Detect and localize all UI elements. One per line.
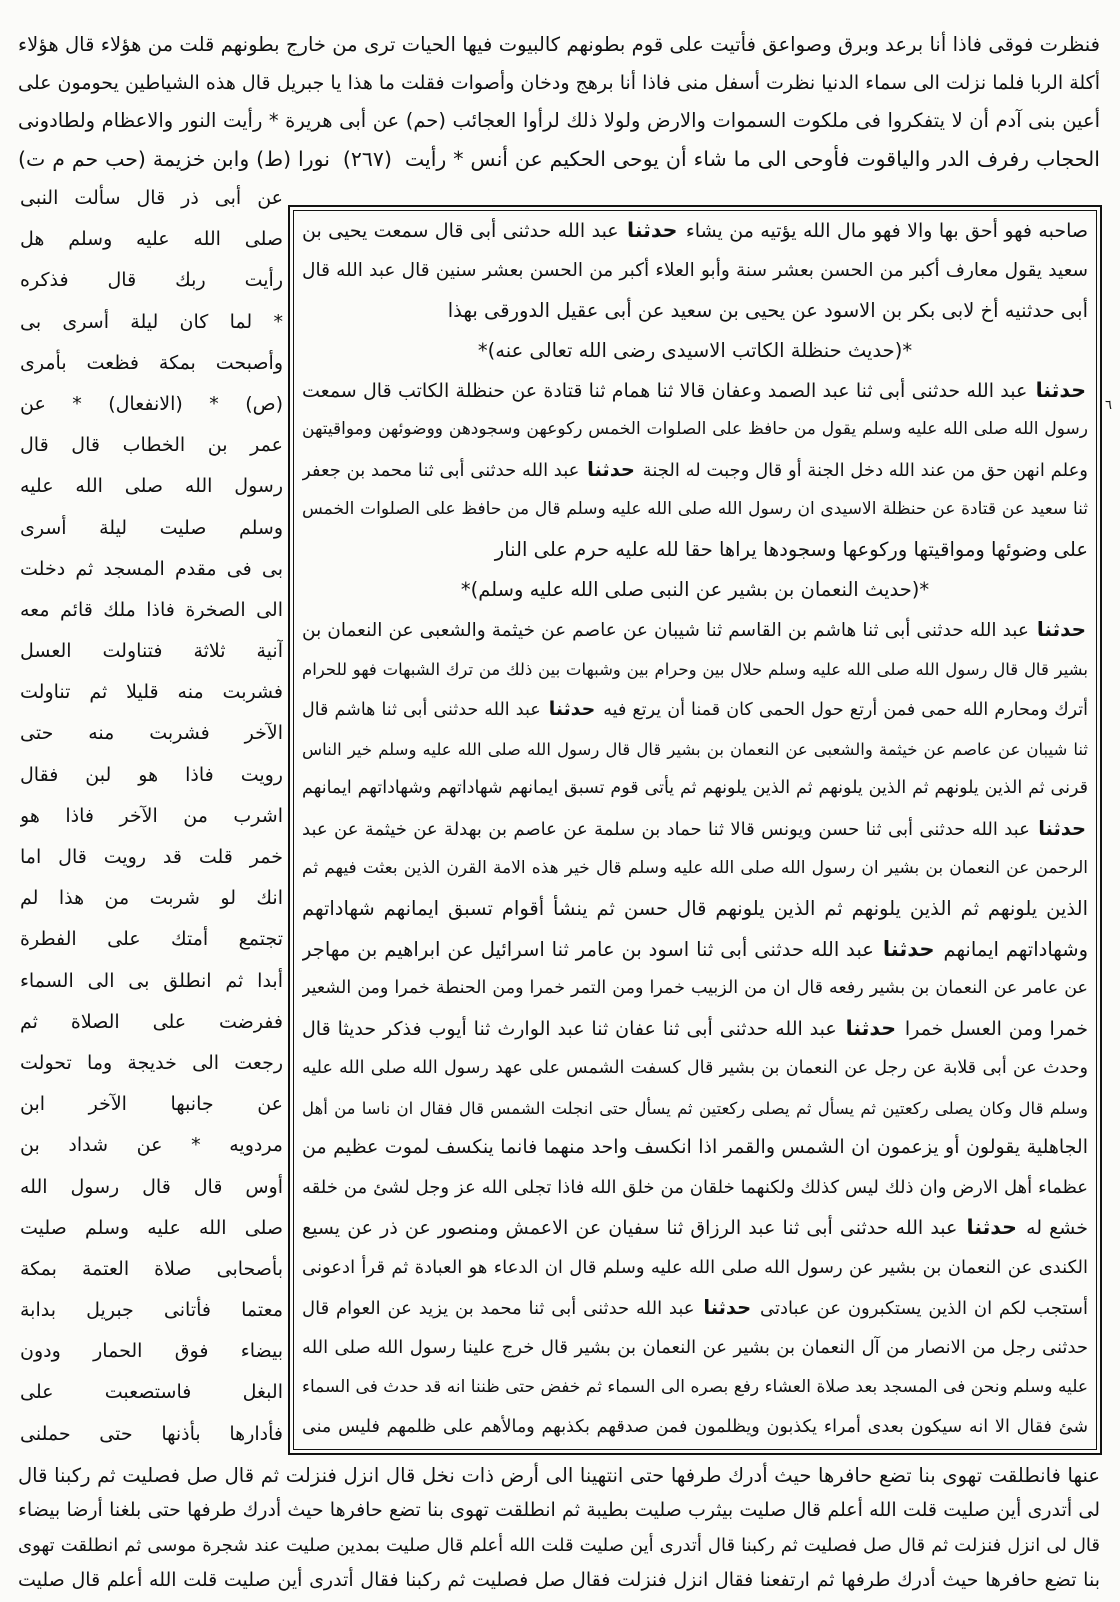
header-line: أعين بنى آدم أن لا يتفكروا فى ملكوت السموات والارض ولولا ذلك لرأوا العجائب (حم) عن أبى هريرة * رأيت النور والاعظام ولطادونى	[18, 109, 1100, 132]
footer-commentary-line: بنا تضع حافرها حيث أدرك طرفها ثم ارتفعنا فقال انزل فنزلت فقال صل فصليت ثم ركبنا فقال أتدرى أين صليت قلت الله أعلم قال صليت	[18, 1569, 1100, 1591]
main-text-box	[288, 205, 1102, 1455]
margin-commentary-line: رسول الله صلى الله عليه	[20, 475, 283, 498]
footer-commentary	[18, 1458, 1100, 1598]
margin-commentary-line: ففرضت على الصلاة ثم	[20, 1010, 283, 1033]
main-text-line: حدثنا عبد الله حدثنى أبى ثنا عبد الصمد وعفان قالا ثنا همام ثنا قتادة عن حنظلة الكاتب قال سمعت	[302, 377, 1086, 402]
margin-commentary-line: وسلم صليت ليلة أسرى	[20, 516, 283, 539]
main-text-line: حدثنا عبد الله حدثنى أبى ثنا هاشم بن القاسم ثنا شيبان عن عاصم عن خيثمة والشعبى عن النعمان بن	[302, 616, 1086, 641]
margin-commentary-line: عن أبى ذر قال سألت النبى	[20, 187, 283, 209]
margin-commentary-line: فشربت منه قليلا ثم تناولت	[20, 681, 283, 704]
main-text-line: أبى حدثنيه أخ لابى بكر بن الاسود عن يحيى بن سعيد عن أبى عقيل الدورقى بهذا	[447, 298, 1088, 322]
side-mark: ٦	[1105, 398, 1112, 413]
margin-commentary-line: الى الصخرة فاذا ملك قائم معه	[20, 598, 283, 621]
main-text-line: وعلم انهن حق من عند الله دخل الجنة أو قال وجبت له الجنة حدثنا عبد الله حدثنى أبى ثنا محمد بن جعفر	[302, 458, 1088, 482]
margin-commentary-line: عن جانبها الآخر ابن	[20, 1093, 283, 1116]
margin-commentary-line: اشرب من الآخر فاذا هو	[20, 804, 283, 827]
section-heading: *(حديث حنظلة الكاتب الاسيدى رضى الله تعالى عنه)*	[477, 338, 913, 362]
margin-commentary-line: انك لو شربت من هذا لم	[20, 887, 283, 910]
main-text-line: خمرا ومن العسل خمرا حدثنا عبد الله حدثنى أبى ثنا عفان ثنا عبد الوارث ثنا أيوب فذكر حديثا قال	[302, 1015, 1088, 1040]
margin-commentary-line: تجتمع أمتك على الفطرة	[20, 928, 283, 951]
margin-commentary-line: بيضاء فوق الحمار ودون	[20, 1340, 283, 1363]
footer-commentary-line: عنها فانطلقت تهوى بنا تضع حافرها حيث أدرك طرفها حتى انتهينا الى أرض ذات نخل قال انزل فنزلت ثم قال صل فصليت ثم ركبنا قال	[18, 1464, 1100, 1487]
haddathana-keyword: حدثنا	[845, 1015, 897, 1040]
margin-commentary-line: مردويه * عن شداد بن	[20, 1134, 283, 1157]
main-text-line: صاحبه فهو أحق بها والا فهو مال الله يؤتيه من يشاء حدثنا عبد الله حدثنى أبى قال سمعت يحيى بن	[302, 218, 1088, 242]
margin-commentary-line: الآخر فشربت منه حتى	[20, 722, 283, 745]
main-text-line: الكندى عن النعمان بن بشير عن رسول الله صلى الله عليه وسلم قال ان الدعاء هو العبادة ثم قرأ ادعونى	[302, 1257, 1088, 1279]
haddathana-keyword: حدثنا	[1036, 616, 1086, 641]
main-text-line: الجاهلية يقولون أو يزعمون ان الشمس والقمر اذا انكسف واحد منهما فانما ينكسف لموت عظيم من	[302, 1136, 1088, 1159]
haddathana-keyword: حدثنا	[627, 218, 678, 242]
footer-commentary-line: لى أتدرى أين صليت قلت الله أعلم قال صليت بيثرب صليت بطيبة ثم انطلقت تهوى بنا تضع حافرها حيث أدرك طرفها حتى بلغنا أرضا بيضاء	[18, 1499, 1100, 1521]
margin-commentary-column	[20, 178, 283, 1455]
main-text-line: عليه وسلم ونحن فى المسجد بعد صلاة العشاء رفع بصره الى السماء ثم خفض حتى ظننا انه قد حدث فى السماء	[302, 1376, 1088, 1397]
main-text-line: رسول الله صلى الله عليه وسلم يقول من حافظ على الصلوات الخمس ركوعهن وسجودهن ووضوئهن ومواقيتهن	[302, 419, 1088, 440]
margin-commentary-line: بأصحابى صلاة العتمة بمكة	[20, 1257, 283, 1280]
page-number: (٢٦٧)	[342, 147, 392, 171]
header-line-left-part: نورا (ط) وابن خزيمة (حب حم م ت)	[18, 147, 330, 171]
main-text-line: عن عامر عن النعمان بن بشير رفعه قال ان من الزبيب خمرا ومن التمر خمرا ومن الحنطة خمرا ومن الشعير	[302, 977, 1088, 998]
header-line	[18, 140, 1100, 178]
main-text-line: ثنا شيبان عن عاصم عن خيثمة والشعبى عن النعمان بن بشير قال قال رسول الله صلى الله عليه وسلم خير الناس	[302, 739, 1088, 759]
main-text-line: حدثنى رجل من الانصار من آل النعمان بن بشير عن النعمان بن بشير قال خرج علينا رسول الله صلى الله	[302, 1336, 1088, 1358]
main-text-line: عظماء أهل الارض وان ذلك ليس كذلك ولكنهما خلقان من خلق الله فاذا تجلى الله عز وجل لشئ من خلقه	[302, 1177, 1088, 1199]
margin-commentary-line: رجعت الى خديجة وما تحولت	[20, 1051, 283, 1074]
haddathana-keyword: حدثنا	[548, 697, 596, 720]
main-text-line: على وضوئها ومواقيتها وركوعها وسجودها يراها حقا لله عليه حرم على النار	[494, 538, 1088, 562]
main-text-line: الرحمن عن النعمان بن بشير ان رسول الله صلى الله عليه وسلم قال خير هذه الامة القرن الذين بعثت فيهم ثم	[302, 858, 1088, 879]
margin-commentary-line: آنية ثلاثة فتناولت العسل	[20, 640, 283, 663]
margin-commentary-line: البغل فاستصعبت على	[20, 1381, 283, 1404]
main-text-line: الذين يلونهم ثم الذين يلونهم ثم الذين يلونهم قال حسن ثم ينشأ أقوام تسبق ايمانهم شهاداتهم	[302, 897, 1088, 921]
main-text-line: أترك ومحارم الله حمى فمن أرتع حول الحمى كان قمنا أن يرتع فيه حدثنا عبد الله حدثنى أبى ثنا هاشم قال	[302, 697, 1088, 720]
footer-commentary-line: قال لى انزل فنزلت ثم قال صل فصليت ثم ركبنا قال أتدرى أين صليت قلت الله أعلم قال صليت بمدين صليت عند شجرة موسى ثم انطلقت تهوى	[18, 1535, 1100, 1556]
margin-commentary-line: خمر قلت قد رويت قال اما	[20, 846, 283, 868]
main-text-line: سعيد يقول معارف أكبر من الحسن بعشر سنة وأبو العلاء أكبر من الحسن بعشر سنين قال عبد الله قال	[302, 259, 1088, 281]
main-text-line: شئ فقال الا انه سيكون بعدى أمراء يكذبون ويظلمون فمن صدقهم بكذبهم ومالأهم على ظلمهم فليس منى	[302, 1416, 1088, 1437]
margin-commentary-line: أوس قال قال رسول الله	[20, 1175, 283, 1198]
main-text-line: ثنا سعيد عن قتادة عن حنظلة الاسيدى ان رسول الله صلى الله عليه وسلم قال من حافظ على الصلوات الخمس	[302, 499, 1088, 520]
header-line-right-part: الحجاب رفرف الدر والياقوت فأوحى الى ما شاء أن يوحى الحكيم عن أنس * رأيت	[404, 147, 1100, 171]
margin-commentary-line: وأصبحت بمكة فظعت بأمرى	[20, 351, 283, 374]
main-text-line: وسلم قال وكان يصلى ركعتين ثم يسأل ثم يصلى ركعتين ثم يسأل حتى انجلت الشمس قال فقال ان ناسا من أهل	[302, 1098, 1088, 1118]
haddathana-keyword: حدثنا	[1035, 377, 1086, 402]
margin-commentary-line: صلى الله عليه وسلم هل	[20, 228, 283, 251]
haddathana-keyword: حدثنا	[1038, 817, 1086, 841]
margin-commentary-line: أبدا ثم انطلق بى الى السماء	[20, 969, 283, 992]
haddathana-keyword: حدثنا	[703, 1296, 752, 1320]
margin-commentary-line: رأيت ربك قال فذكره	[20, 269, 283, 292]
main-text-line: حدثنا عبد الله حدثنى أبى ثنا حسن ويونس قالا ثنا حماد بن سلمة عن عاصم بن بهدلة عن خيثمة عن عبد	[302, 817, 1086, 841]
margin-commentary-line: * لما كان ليلة أسرى بى	[20, 310, 283, 333]
haddathana-keyword: حدثنا	[587, 458, 635, 482]
margin-commentary-line: صلى الله عليه وسلم صليت	[20, 1216, 283, 1239]
header-line: أكلة الربا فلما نزلت الى سماء الدنيا نظرت أسفل منى فاذا أنا برهج ودخان وأصوات فقلت ما هذا يا جبريل قال هذه الشياطين يحومون على	[18, 72, 1100, 94]
section-heading: *(حديث النعمان بن بشير عن النبى صلى الله عليه وسلم)*	[460, 578, 930, 602]
main-text-line: بشير قال قال رسول الله صلى الله عليه وسلم حلال بين وحرام بين وشبهات بين ذلك من ترك الشبهات فهو للحرام	[302, 659, 1088, 679]
margin-commentary-line: بى فى مقدم المسجد ثم دخلت	[20, 557, 283, 580]
margin-commentary-line: (ص) * (الانفعال) * عن	[20, 392, 283, 415]
header-line: فنظرت فوقى فاذا أنا برعد وبرق وصواعق فأتيت على قوم بطونهم كالبيوت فيها الحيات ترى من خارج بطونهم قلت من هؤلاء قال هؤلاء	[18, 33, 1100, 56]
main-text-line: وحدث عن أبى قلابة عن رجل عن النعمان بن بشير قال كسفت الشمس على عهد رسول الله صلى الله عليه	[302, 1057, 1088, 1078]
main-text-line: أستجب لكم ان الذين يستكبرون عن عبادتى حدثنا عبد الله حدثنى أبى ثنا محمد بن يزيد عن العوام قال	[302, 1296, 1088, 1320]
main-text-line: وشهاداتهم ايمانهم حدثنا عبد الله حدثنى أبى ثنا اسود بن عامر ثنا اسرائيل عن ابراهيم بن مهاجر	[302, 936, 1088, 962]
margin-commentary-line: معتما فأتانى جبريل بدابة	[20, 1299, 283, 1322]
main-text-line: قرنى ثم الذين يلونهم ثم الذين يلونهم ثم الذين يلونهم ثم يأتى قوم تسبق ايمانهم شهاداتهم وشهاداتهم ايمانهم	[302, 778, 1088, 799]
haddathana-keyword: حدثنا	[882, 936, 935, 962]
margin-commentary-line: عمر بن الخطاب قال قال	[20, 434, 283, 457]
margin-commentary-line: رويت فاذا هو لبن فقال	[20, 763, 283, 786]
main-text-box-inner-frame	[293, 210, 1097, 1450]
header-commentary	[18, 26, 1100, 178]
haddathana-keyword: حدثنا	[966, 1215, 1017, 1240]
main-text-line: خشع له حدثنا عبد الله حدثنى أبى ثنا عبد الرزاق ثنا سفيان عن الاعمش ومنصور عن ذر عن يسيع	[302, 1215, 1088, 1240]
margin-commentary-line: فأدارها بأذنها حتى حملنى	[20, 1422, 283, 1445]
